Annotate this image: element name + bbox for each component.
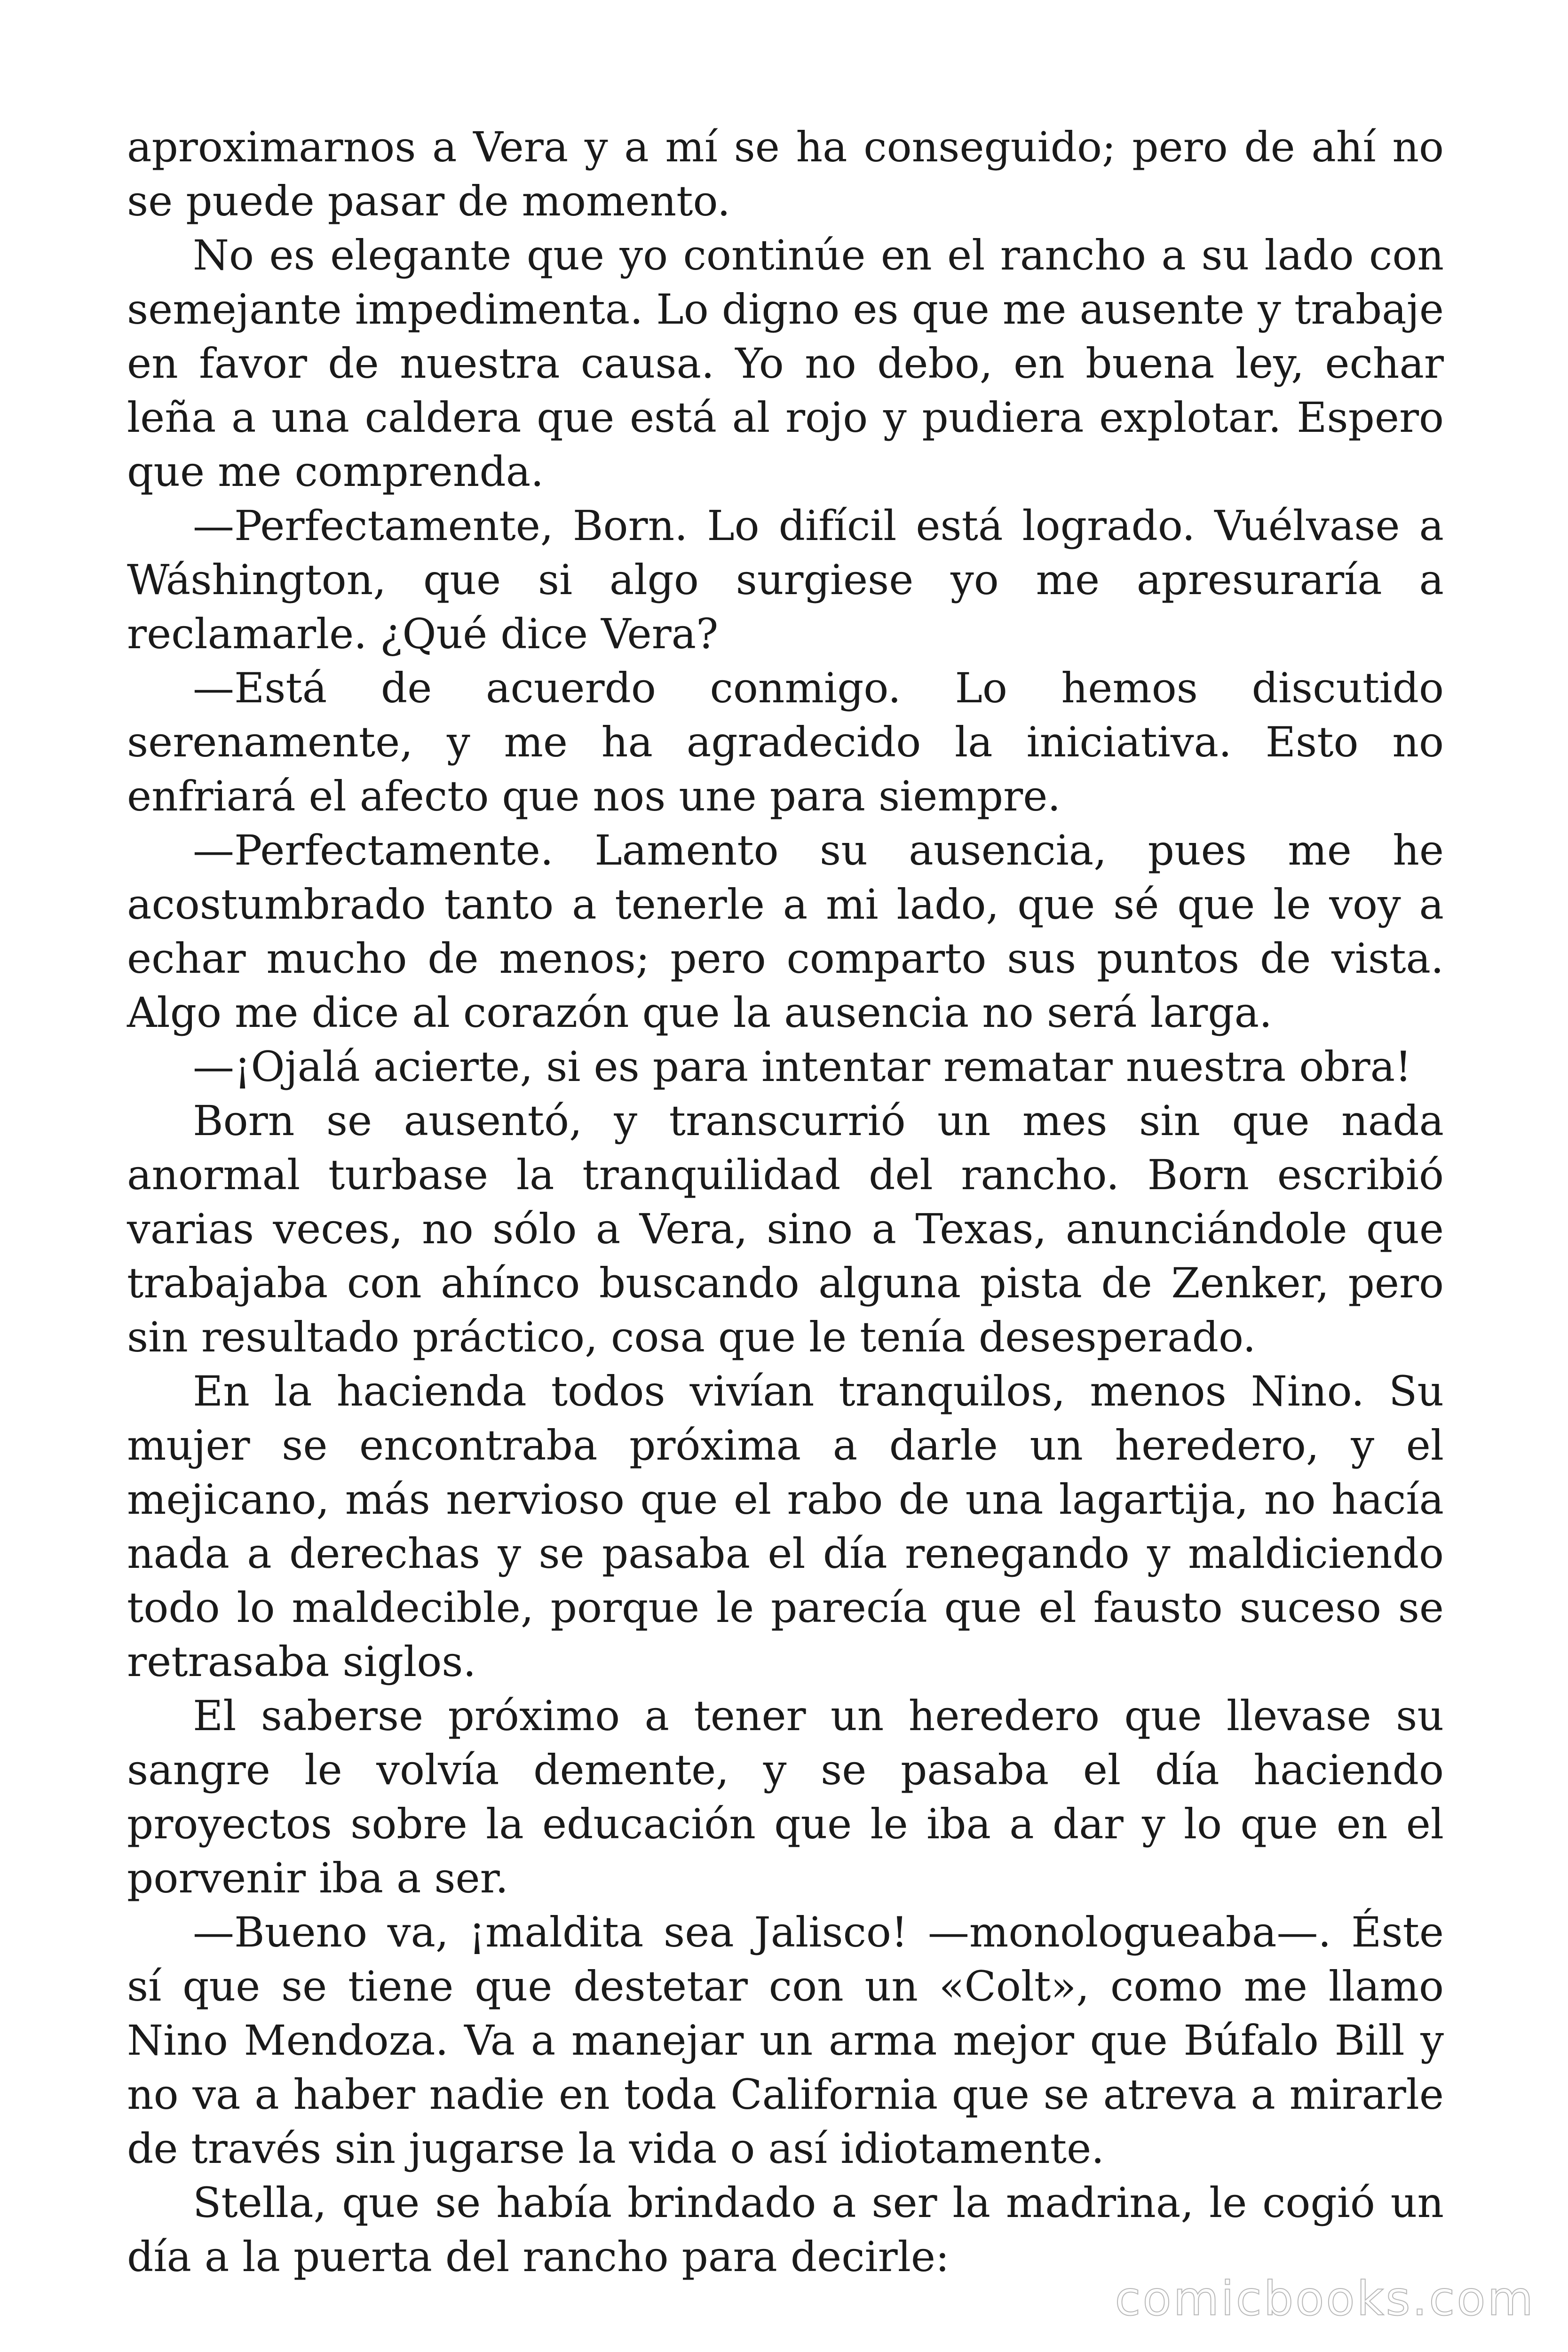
paragraph: El saberse próximo a tener un heredero que llevase su sangre le volvía demente, y se pasaba el día haciendo proyectos sobre la educación que le iba a dar y lo que en el porvenir iba a ser. (127, 1692, 1444, 1902)
watermark: comicbooks.com (1115, 2271, 1535, 2326)
paragraph: Stella, que se había brindado a ser la madrina, le cogió un día a la puerta del rancho para decirle: (127, 2178, 1444, 2281)
dialogue-paragraph: —Perfectamente. Lamento su ausencia, pues me he acostumbrado tanto a tenerle a mi lado, que sé que le voy a echar mucho de menos; pero comparto sus puntos de vista. Algo me dice al corazón que la ausencia no será larga. (127, 826, 1444, 1037)
dialogue-paragraph: —Perfectamente, Born. Lo difícil está logrado. Vuélvase a Wáshington, que si algo surgiese yo me apresuraría a reclamarle. ¿Qué dice Vera? (127, 501, 1444, 658)
paragraph: Born se ausentó, y transcurrió un mes sin que nada anormal turbase la tranquilidad del rancho. Born escribió varias veces, no sólo a Vera, sino a Texas, anunciándole que trabajaba con ahínco buscando alguna pista de Zenker, pero sin resultado práctico, cosa que le tenía desesperado. (127, 1097, 1444, 1361)
dialogue-paragraph: —¡Ojalá acierte, si es para intentar rematar nuestra obra! (193, 1042, 1412, 1091)
paragraph: No es elegante que yo continúe en el rancho a su lado con semejante impedimenta. Lo digno es que me ausente y trabaje en favor de nuestra causa. Yo no debo, en buena ley, echar leña a una caldera que está al rojo y pudiera explotar. Espero que me comprenda. (127, 231, 1444, 496)
dialogue-paragraph: —Está de acuerdo conmigo. Lo hemos discutido serenamente, y me ha agradecido la iniciativa. Esto no enfriará el afecto que nos une para siempre. (127, 664, 1444, 820)
paragraph: aproximarnos a Vera y a mí se ha conseguido; pero de ahí no se puede pasar de momento. (127, 123, 1444, 225)
dialogue-paragraph: —Bueno va, ¡maldita sea Jalisco! —monologueaba—. Éste sí que se tiene que destetar con un «Colt», como me llamo Nino Mendoza. Va a manejar un arma mejor que Búfalo Bill y no va a haber nadie en toda California que se atreva a mirarle de través sin jugarse la vida o así idiotamente. (127, 1908, 1444, 2173)
paragraph: En la hacienda todos vivían tranquilos, menos Nino. Su mujer se encontraba próxima a darle un heredero, y el mejicano, más nervioso que el rabo de una lagartija, no hacía nada a derechas y se pasaba el día renegando y maldiciendo todo lo maldecible, porque le parecía que el fausto suceso se retrasaba siglos. (127, 1367, 1444, 1686)
page-body (127, 120, 1444, 2284)
